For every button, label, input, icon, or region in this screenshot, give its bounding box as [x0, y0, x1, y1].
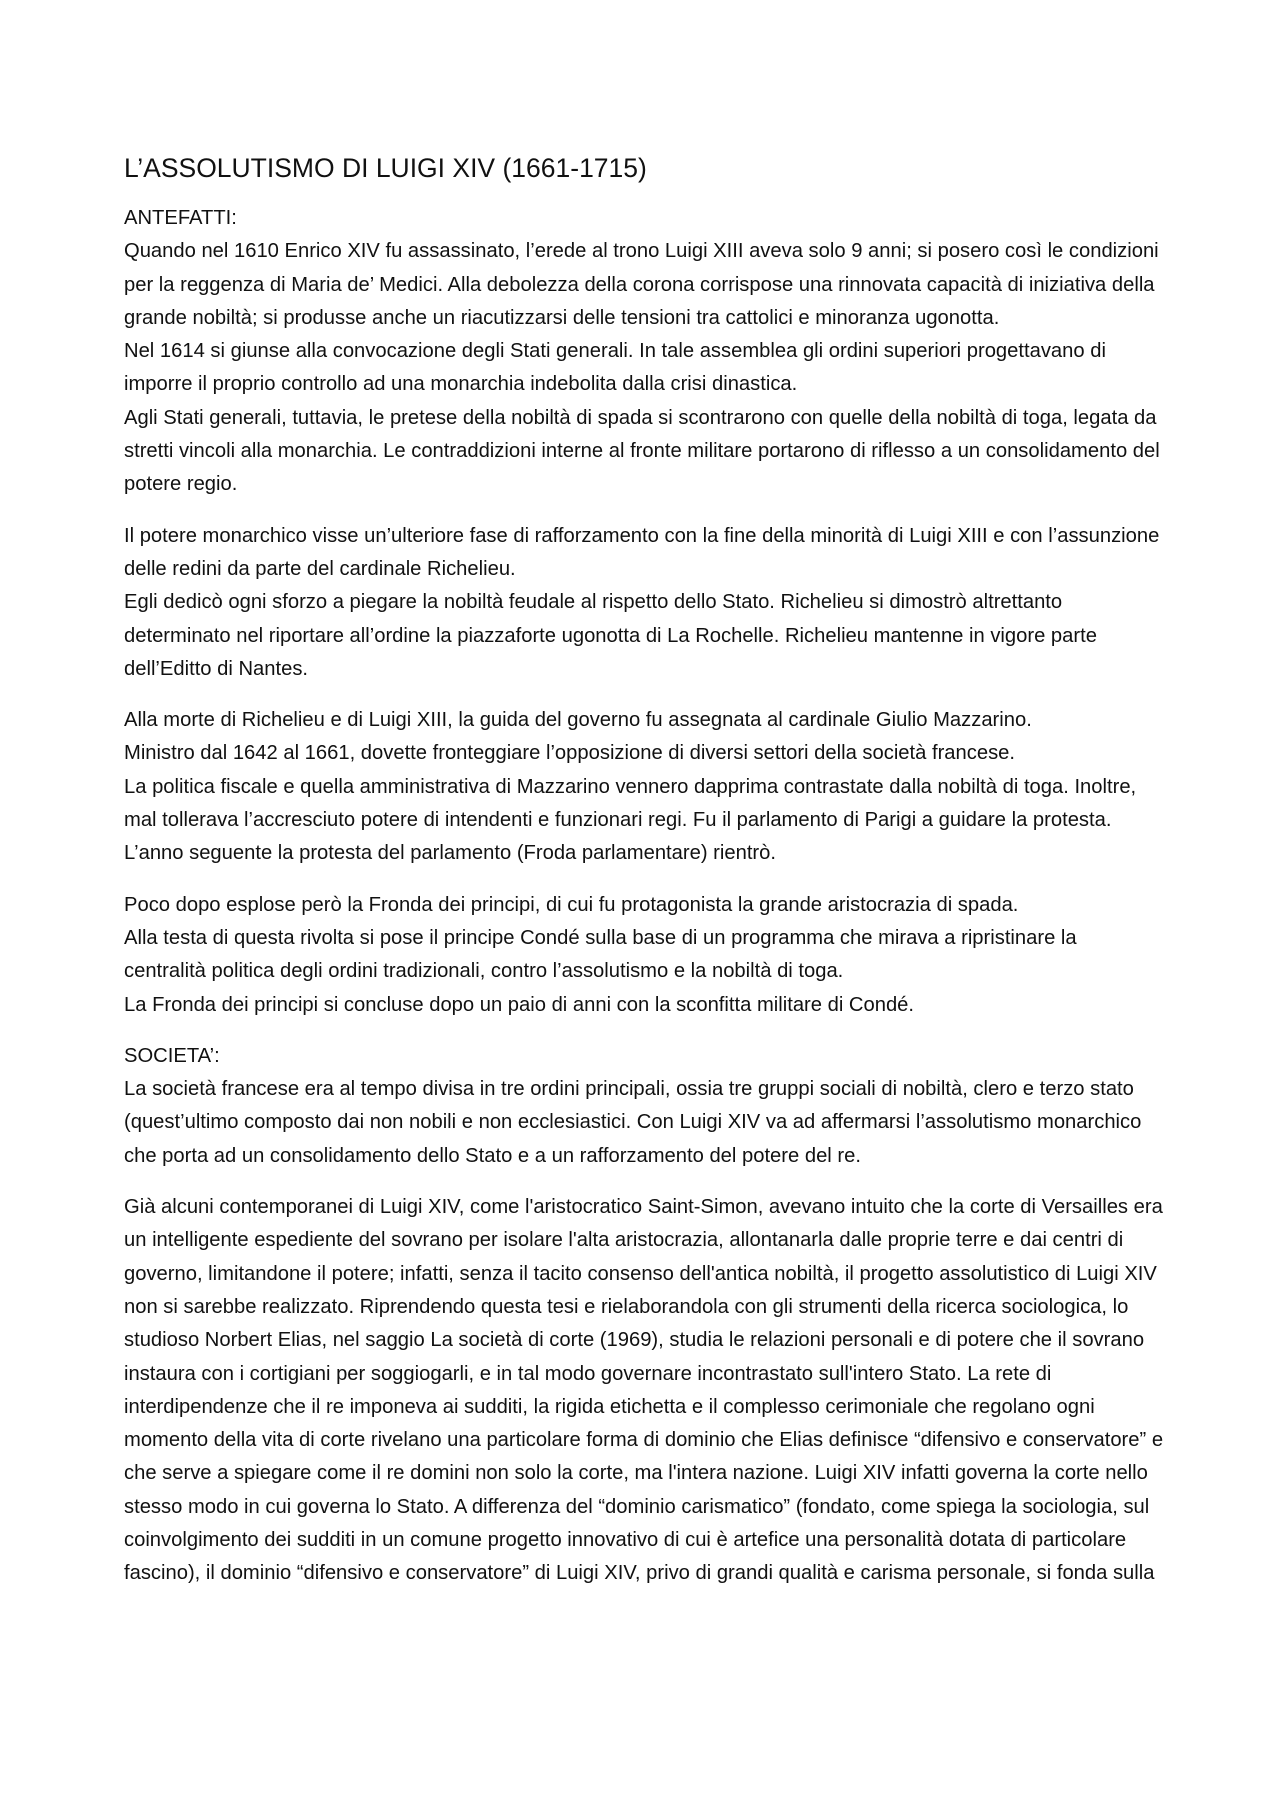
paragraph: Nel 1614 si giunse alla convocazione degli Stati generali. In tale assemblea gli ordini superiori progettavano di imporre il proprio controllo ad una monarchia indebolita dalla crisi dinastica. — [124, 340, 1106, 396]
section-fronda — [124, 889, 1164, 1022]
paragraph: Alla morte di Richelieu e di Luigi XIII, la guida del governo fu assegnata al cardinale Giulio Mazzarino. — [124, 709, 1032, 732]
paragraph: Il potere monarchico visse un’ulteriore fase di rafforzamento con la fine della minorità di Luigi XIII e con l’assunzione delle redini da parte del cardinale Richelieu. — [124, 524, 1160, 580]
paragraph: La politica fiscale e quella amministrativa di Mazzarino vennero dapprima contrastate dalla nobiltà di toga. Inoltre, mal tollerava l’accresciuto potere di intendenti e funzionari regi. Fu il parlamento di Parigi a guidare la protesta. L’anno seguente la protesta del parlamento (Froda parlamentare) rientrò. — [124, 775, 1137, 865]
section-heading-antefatti: ANTEFATTI: — [124, 207, 237, 229]
paragraph: Egli dedicò ogni sforzo a piegare la nobiltà feudale al rispetto dello Stato. Richelieu si dimostrò altrettanto determinato nel riportare all’ordine la piazzaforte ugonotta di La Rochelle. Richelieu mantenne in vigore parte dell’Editto di Nantes. — [124, 591, 1097, 680]
paragraph: Quando nel 1610 Enrico XIV fu assassinato, l’erede al trono Luigi XIII aveva solo 9 anni; si posero così le condizioni per la reggenza di Maria de’ Medici. Alla debolezza della corona corrispose una rinnovata capacità di iniziativa della grande nobiltà; si produsse anche un riacutizzarsi delle tensioni tra cattolici e minoranza ugonotta. — [124, 240, 1159, 329]
section-mazzarino — [124, 704, 1164, 870]
section-heading-societa: SOCIETA’: — [124, 1044, 220, 1067]
paragraph: Ministro dal 1642 al 1661, dovette fronteggiare l’opposizione di diversi settori della società francese. — [124, 742, 1016, 765]
section-societa — [124, 1040, 1164, 1173]
section-corte — [124, 1191, 1164, 1591]
paragraph: La società francese era al tempo divisa in tre ordini principali, ossia tre gruppi sociali di nobiltà, clero e terzo stato (quest’ultimo composto dai non nobili e non ecclesiastici. Con Luigi XIV va ad affermarsi l’assolutismo monarchico che porta ad un consolidamento dello Stato e a un rafforzamento del potere del re. — [124, 1078, 1142, 1167]
paragraph: Già alcuni contemporanei di Luigi XIV, come l'aristocratico Saint-Simon, avevano intuito che la corte di Versailles era un intelligente espediente del sovrano per isolare l'alta aristocrazia, allontanarla dalle proprie terre e dai centri di governo, limitandone il potere; infatti, senza il tacito consenso dell'antica nobiltà, il progetto assolutistico di Luigi XIV non si sarebbe realizzato. Riprendendo questa tesi e rielaborandola con gli strumenti della ricerca sociologica, lo studioso Norbert Elias, nel saggio La società di corte (1969), studia le relazioni personali e di potere che il sovrano instaura con i cortigiani per soggiogarli, e in tal modo governare incontrastato sull'intero Stato. La rete di interdipendenze che il re imponeva ai sudditi, la rigida etichetta e il complesso cerimoniale che regolano ogni momento della vita di corte rivelano una particolare forma di dominio che Elias definisce “difensivo e conservatore” e che serve a spiegare come il re domini non solo la corte, ma l'intera nazione. Luigi XIV infatti governa la corte nello stesso modo in cui governa lo Stato. A differenza del “dominio carismatico” (fondato, come spiega la sociologia, sul coinvolgimento dei sudditi in un comune progetto innovativo di cui è artefice una personalità dotata di particolare fascino), il dominio “difensivo e conservatore” di Luigi XIV, privo di grandi qualità e carisma personale, si fonda sulla — [124, 1196, 1164, 1585]
document-page — [124, 150, 1164, 1609]
document-title: L’ASSOLUTISMO DI LUIGI XIV (1661-1715) — [124, 153, 647, 183]
section-antefatti — [124, 202, 1164, 502]
paragraph: Agli Stati generali, tuttavia, le pretese della nobiltà di spada si scontrarono con quelle della nobiltà di toga, legata da stretti vincoli alla monarchia. Le contraddizioni interne al fronte militare portarono di riflesso a un consolidamento del potere regio. — [124, 406, 1160, 496]
section-richelieu — [124, 520, 1164, 686]
paragraph: La Fronda dei principi si concluse dopo un paio di anni con la sconfitta militare di Condé. — [124, 993, 915, 1016]
paragraph: Poco dopo esplose però la Fronda dei principi, di cui fu protagonista la grande aristocrazia di spada. — [124, 893, 1019, 916]
paragraph: Alla testa di questa rivolta si pose il principe Condé sulla base di un programma che mirava a ripristinare la centralità politica degli ordini tradizionali, contro l’assolutismo e la nobiltà di toga. — [124, 926, 1077, 983]
